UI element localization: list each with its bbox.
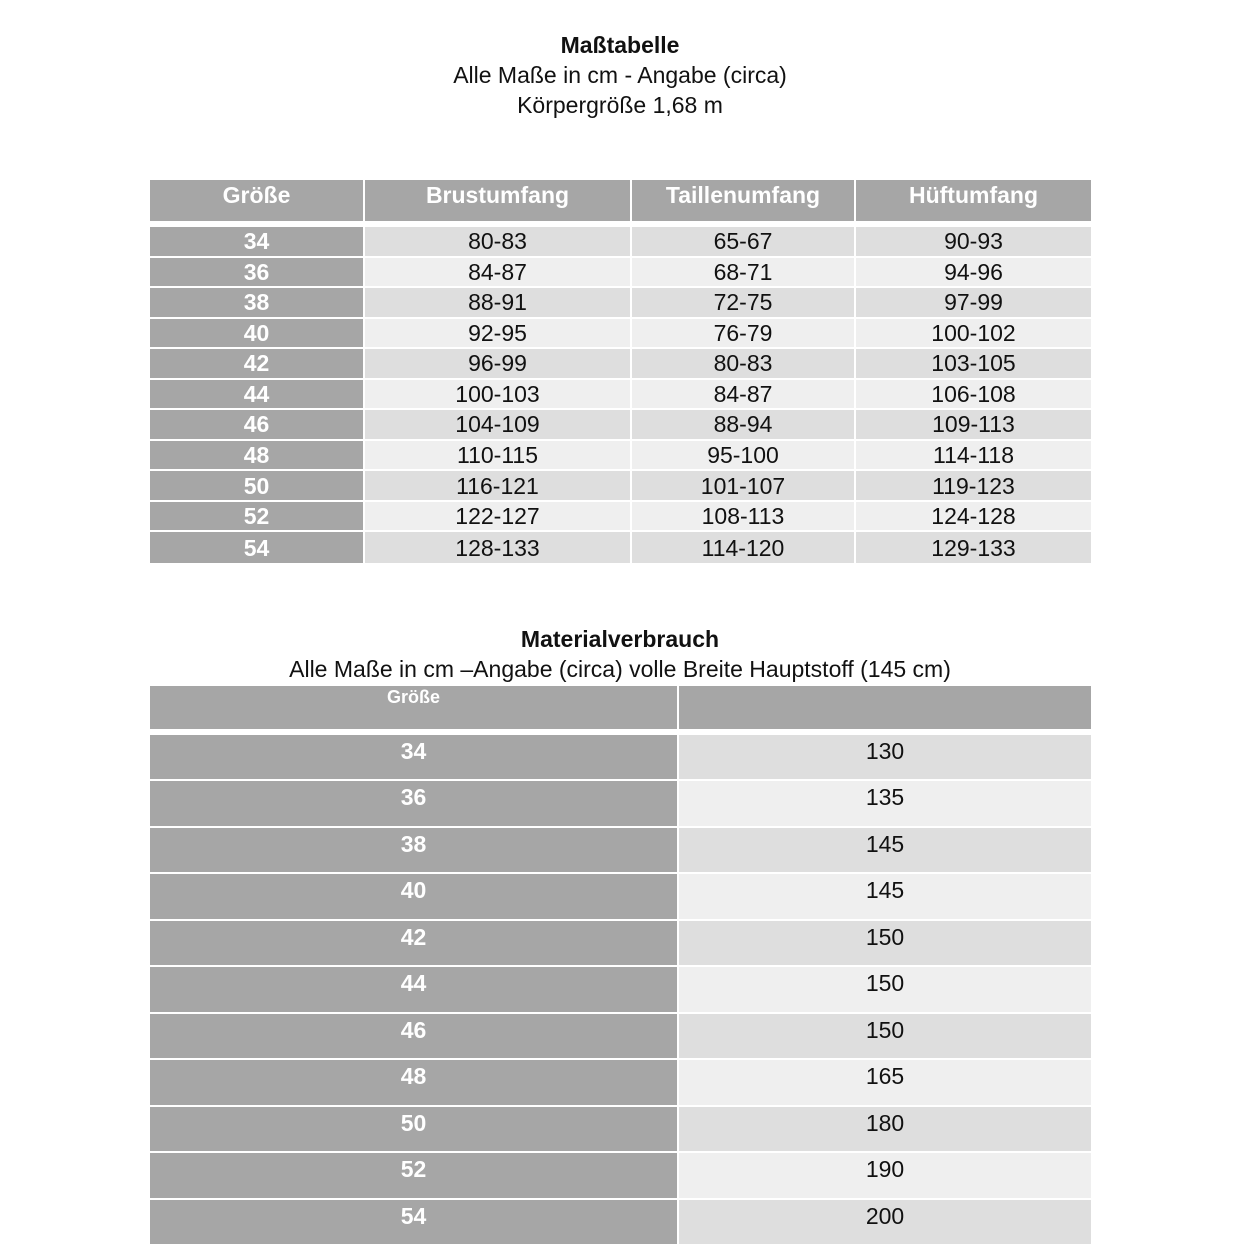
chest-cell: 116-121 bbox=[365, 471, 632, 502]
chest-cell: 100-103 bbox=[365, 380, 632, 411]
size-cell: 42 bbox=[150, 349, 365, 380]
table-row bbox=[150, 319, 1091, 350]
waist-cell: 65-67 bbox=[632, 227, 856, 258]
hip-cell: 124-128 bbox=[856, 502, 1091, 533]
waist-cell: 95-100 bbox=[632, 441, 856, 472]
chest-cell: 84-87 bbox=[365, 258, 632, 289]
material-subtitle: Alle Maße in cm –Angabe (circa) volle Breite Hauptstoff (145 cm) bbox=[289, 656, 951, 682]
fabric-amount-cell: 165 bbox=[679, 1060, 1091, 1106]
chest-cell: 88-91 bbox=[365, 288, 632, 319]
fabric-amount-cell: 200 bbox=[679, 1200, 1091, 1246]
waist-cell: 80-83 bbox=[632, 349, 856, 380]
size-cell: 38 bbox=[150, 288, 365, 319]
hip-cell: 94-96 bbox=[856, 258, 1091, 289]
chest-cell: 80-83 bbox=[365, 227, 632, 258]
table-row bbox=[150, 258, 1091, 289]
header-size: Größe bbox=[150, 180, 365, 227]
size-cell: 40 bbox=[150, 319, 365, 350]
body-height-note: Körpergröße 1,68 m bbox=[517, 92, 723, 118]
material-title: Materialverbrauch bbox=[520, 626, 720, 652]
table-row bbox=[150, 781, 1091, 827]
fabric-amount-cell: 150 bbox=[679, 921, 1091, 967]
size-cell: 36 bbox=[150, 781, 679, 827]
chest-cell: 122-127 bbox=[365, 502, 632, 533]
size-table-header-row bbox=[150, 180, 1091, 227]
size-cell: 46 bbox=[150, 410, 365, 441]
header-hip: Hüftumfang bbox=[856, 180, 1091, 227]
size-cell: 42 bbox=[150, 921, 679, 967]
material-heading bbox=[0, 624, 1240, 684]
chest-cell: 104-109 bbox=[365, 410, 632, 441]
fabric-amount-cell: 150 bbox=[679, 967, 1091, 1013]
table-row bbox=[150, 921, 1091, 967]
table-row bbox=[150, 441, 1091, 472]
measurements-heading bbox=[0, 30, 1240, 120]
size-cell: 34 bbox=[150, 227, 365, 258]
fabric-amount-cell: 190 bbox=[679, 1153, 1091, 1199]
size-cell: 36 bbox=[150, 258, 365, 289]
waist-cell: 88-94 bbox=[632, 410, 856, 441]
size-cell: 46 bbox=[150, 1014, 679, 1060]
hip-cell: 129-133 bbox=[856, 532, 1091, 563]
waist-cell: 84-87 bbox=[632, 380, 856, 411]
table-row bbox=[150, 828, 1091, 874]
table-row bbox=[150, 471, 1091, 502]
waist-cell: 68-71 bbox=[632, 258, 856, 289]
table-row bbox=[150, 380, 1091, 411]
waist-cell: 114-120 bbox=[632, 532, 856, 563]
chest-cell: 110-115 bbox=[365, 441, 632, 472]
material-header-amount bbox=[679, 686, 1091, 735]
size-cell: 52 bbox=[150, 502, 365, 533]
table-row bbox=[150, 349, 1091, 380]
measurements-title: Maßtabelle bbox=[560, 32, 680, 58]
size-cell: 40 bbox=[150, 874, 679, 920]
table-row bbox=[150, 502, 1091, 533]
waist-cell: 72-75 bbox=[632, 288, 856, 319]
table-row bbox=[150, 1153, 1091, 1199]
table-row bbox=[150, 735, 1091, 781]
size-cell: 54 bbox=[150, 1200, 679, 1246]
waist-cell: 101-107 bbox=[632, 471, 856, 502]
chest-cell: 92-95 bbox=[365, 319, 632, 350]
size-cell: 34 bbox=[150, 735, 679, 781]
size-cell: 54 bbox=[150, 532, 365, 563]
size-cell: 44 bbox=[150, 380, 365, 411]
hip-cell: 114-118 bbox=[856, 441, 1091, 472]
table-row bbox=[150, 410, 1091, 441]
hip-cell: 106-108 bbox=[856, 380, 1091, 411]
size-table bbox=[150, 180, 1091, 563]
hip-cell: 100-102 bbox=[856, 319, 1091, 350]
waist-cell: 108-113 bbox=[632, 502, 856, 533]
material-header-size: Größe bbox=[150, 686, 679, 735]
fabric-amount-cell: 145 bbox=[679, 828, 1091, 874]
size-cell: 44 bbox=[150, 967, 679, 1013]
size-cell: 52 bbox=[150, 1153, 679, 1199]
material-table-header-row bbox=[150, 686, 1091, 735]
size-cell: 48 bbox=[150, 441, 365, 472]
table-row bbox=[150, 1200, 1091, 1246]
table-row bbox=[150, 967, 1091, 1013]
table-row bbox=[150, 532, 1091, 563]
size-cell: 38 bbox=[150, 828, 679, 874]
chest-cell: 128-133 bbox=[365, 532, 632, 563]
table-row bbox=[150, 227, 1091, 258]
header-chest: Brustumfang bbox=[365, 180, 632, 227]
measurements-subtitle: Alle Maße in cm - Angabe (circa) bbox=[453, 62, 787, 88]
table-row bbox=[150, 1060, 1091, 1106]
hip-cell: 90-93 bbox=[856, 227, 1091, 258]
hip-cell: 103-105 bbox=[856, 349, 1091, 380]
fabric-amount-cell: 135 bbox=[679, 781, 1091, 827]
size-cell: 50 bbox=[150, 471, 365, 502]
fabric-amount-cell: 145 bbox=[679, 874, 1091, 920]
hip-cell: 97-99 bbox=[856, 288, 1091, 319]
fabric-amount-cell: 150 bbox=[679, 1014, 1091, 1060]
size-cell: 48 bbox=[150, 1060, 679, 1106]
material-table bbox=[150, 686, 1091, 1246]
fabric-amount-cell: 180 bbox=[679, 1107, 1091, 1153]
hip-cell: 109-113 bbox=[856, 410, 1091, 441]
table-row bbox=[150, 1107, 1091, 1153]
header-waist: Taillenumfang bbox=[632, 180, 856, 227]
table-row bbox=[150, 288, 1091, 319]
size-cell: 50 bbox=[150, 1107, 679, 1153]
waist-cell: 76-79 bbox=[632, 319, 856, 350]
table-row bbox=[150, 874, 1091, 920]
fabric-amount-cell: 130 bbox=[679, 735, 1091, 781]
table-row bbox=[150, 1014, 1091, 1060]
chest-cell: 96-99 bbox=[365, 349, 632, 380]
hip-cell: 119-123 bbox=[856, 471, 1091, 502]
